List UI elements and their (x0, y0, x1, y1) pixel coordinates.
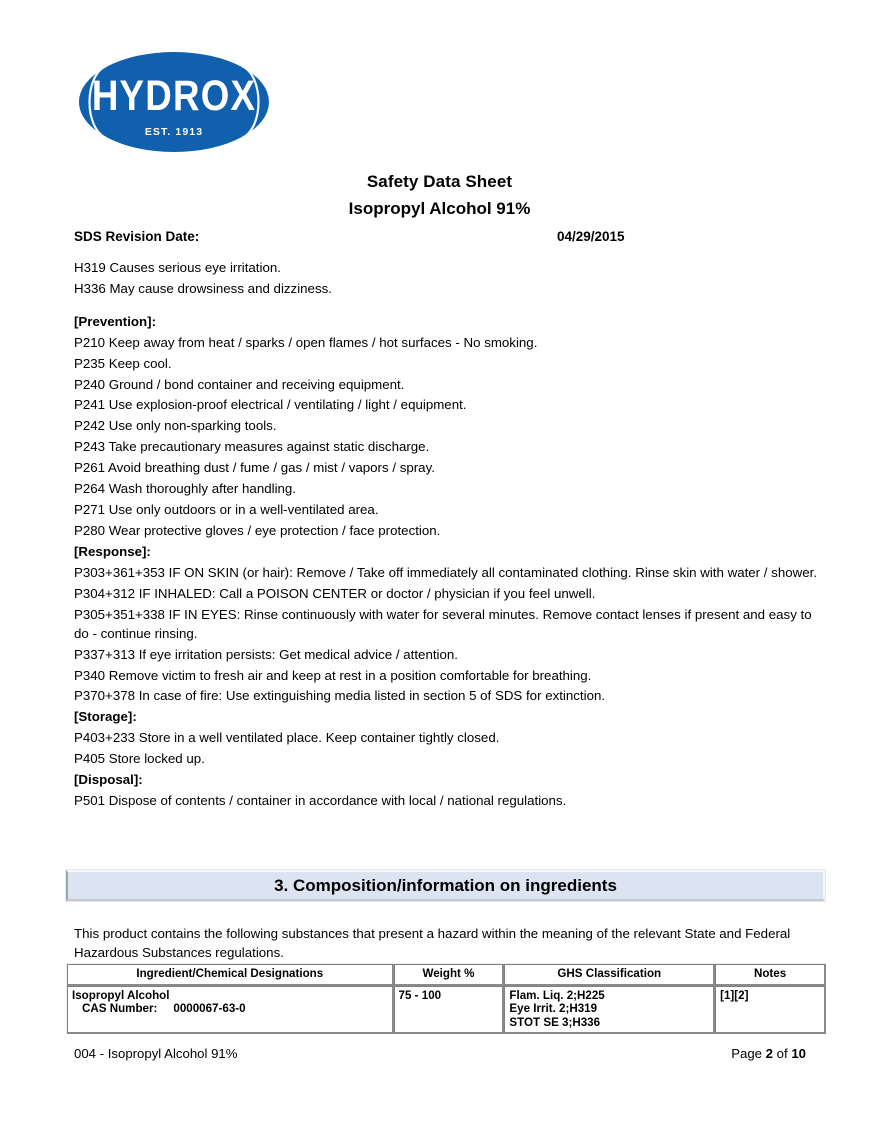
ghs-classification-line: STOT SE 3;H336 (509, 1015, 601, 1029)
page-subtitle: Isopropyl Alcohol 91% (348, 199, 531, 218)
cell-notes: [1][2] (715, 986, 826, 1035)
response-item: P305+351+338 IF IN EYES: Rinse continuously with water for several minutes. Remove contact lenses if present and easy to do - continue rinsing. (74, 606, 816, 641)
response-item: P304+312 IF INHALED: Call a POISON CENTER or doctor / physician if you feel unwell. (74, 585, 596, 601)
sds-revision-date: 04/29/2015 (557, 229, 625, 244)
cell-ghs-classification (504, 986, 715, 1035)
ingredients-table-body (67, 986, 826, 1035)
storage-item: P403+233 Store in a well ventilated place. Keep container tightly closed. (74, 730, 500, 746)
column-header-notes: Notes (715, 964, 826, 986)
ingredient-name: Isopropyl Alcohol (72, 988, 170, 1002)
response-item: P340 Remove victim to fresh air and keep at rest in a position comfortable for breathing. (74, 667, 592, 683)
hazard-precaution-body (74, 258, 826, 812)
prevention-item: P235 Keep cool. (74, 355, 172, 371)
cas-line (72, 1002, 388, 1016)
ghs-classification-line: Flam. Liq. 2;H225 (509, 988, 605, 1002)
footer-page-total: 10 (791, 1046, 806, 1061)
ingredients-table-head (67, 964, 826, 986)
hydrox-logo-svg (76, 48, 272, 156)
cell-weight-percent: 75 - 100 (394, 986, 505, 1035)
column-header-weight: Weight % (394, 964, 505, 986)
section-3-title: 3. Composition/information on ingredients (274, 875, 617, 895)
hydrox-logo (76, 48, 272, 156)
prevention-item: P241 Use explosion-proof electrical / ventilating / light / equipment. (74, 397, 467, 413)
table-row (67, 986, 826, 1035)
prevention-item: P271 Use only outdoors or in a well-ventilated area. (74, 501, 379, 517)
response-item: P337+313 If eye irritation persists: Get medical advice / attention. (74, 646, 458, 662)
hazard-statement: H319 Causes serious eye irritation. (74, 260, 281, 275)
prevention-item: P264 Wash thoroughly after handling. (74, 481, 297, 497)
footer-pagination (731, 1046, 806, 1061)
storage-item: P405 Store locked up. (74, 751, 205, 767)
prevention-item: P261 Avoid breathing dust / fume / gas / mist / vapors / spray. (74, 460, 435, 476)
prevention-item: P242 Use only non-sparking tools. (74, 418, 277, 434)
footer-page-prefix: Page (731, 1046, 766, 1061)
logo-brand-text: HYDROX (91, 72, 257, 120)
table-header-row (67, 964, 826, 986)
column-header-ingredient: Ingredient/Chemical Designations (67, 964, 394, 986)
cas-number: 0000067-63-0 (173, 1002, 246, 1016)
disposal-heading: [Disposal]: (74, 772, 143, 788)
body-spacer (74, 300, 826, 312)
footer-page-number: 2 (765, 1046, 773, 1061)
column-header-ghs: GHS Classification (504, 964, 715, 986)
disposal-item: P501 Dispose of contents / container in accordance with local / national regulations. (74, 792, 567, 808)
ghs-classification-line: Eye Irrit. 2;H319 (509, 1002, 598, 1016)
logo-est-text: EST. 1913 (144, 126, 204, 138)
prevention-item: P240 Ground / bond container and receiving equipment. (74, 376, 405, 392)
section-3-header-bar (66, 870, 825, 901)
cas-label: CAS Number: (82, 1002, 158, 1016)
prevention-item: P280 Wear protective gloves / eye protection / face protection. (74, 522, 441, 538)
response-item: P303+361+353 IF ON SKIN (or hair): Remove / Take off immediately all contaminated clothing. Rinse skin with water / shower. (74, 564, 818, 580)
section-3-intro: This product contains the following substances that present a hazard within the meaning of the relevant State and Federal Hazardous Substances regulations. (74, 926, 791, 960)
sds-revision-label: SDS Revision Date: (74, 229, 200, 244)
prevention-item: P243 Take precautionary measures against static discharge. (74, 439, 430, 455)
response-heading: [Response]: (74, 543, 151, 559)
footer-document-id: 004 - Isopropyl Alcohol 91% (74, 1046, 238, 1061)
page-title: Safety Data Sheet (366, 172, 513, 191)
hazard-statement: H336 May cause drowsiness and dizziness. (74, 280, 332, 296)
cell-ingredient (67, 986, 394, 1035)
prevention-item: P210 Keep away from heat / sparks / open flames / hot surfaces - No smoking. (74, 334, 538, 350)
response-item: P370+378 In case of fire: Use extinguishing media listed in section 5 of SDS for extinction. (74, 688, 606, 704)
storage-heading: [Storage]: (74, 709, 137, 725)
ingredients-table (66, 963, 826, 1034)
footer-page-of: of (773, 1046, 792, 1061)
prevention-heading: [Prevention]: (74, 313, 157, 329)
